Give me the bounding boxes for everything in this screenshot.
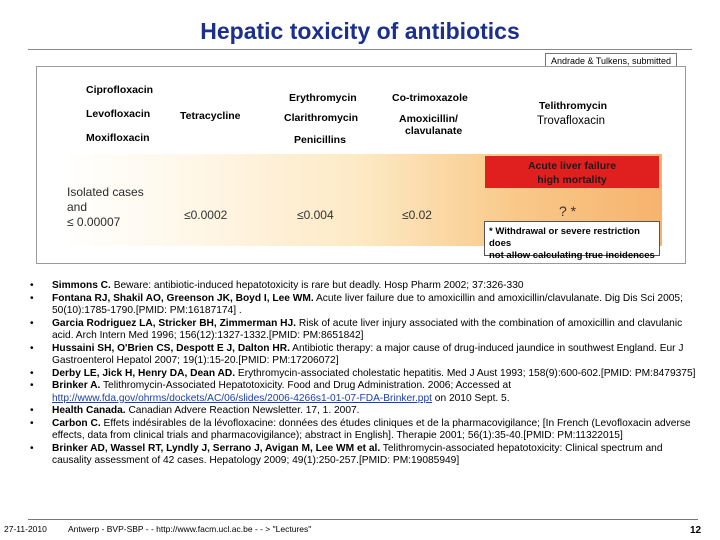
reference-item [28,343,696,368]
reference-item [28,280,696,293]
drug-moxifloxacin: Moxifloxacin [86,132,150,144]
reference-authors: Brinker AD, Wassel RT, Lyndly J, Serrano J, Avigan M, Lee WM et al. [52,442,381,454]
footer-date: 27-11-2010 [4,524,47,534]
reference-item [28,443,696,468]
reference-item [28,368,696,381]
reference-text: Canadian Advere Reaction Newsletter. 17, 1. 2007. [125,405,360,416]
footer-divider [28,519,698,520]
drug-erythromycin: Erythromycin [289,92,357,104]
frequency-0-0002: ≤0.0002 [184,208,228,222]
reference-authors: Fontana RJ, Shakil AO, Greenson JK, Boyd I, Lee WM. [52,292,314,304]
reference-item [28,293,696,318]
reference-item [28,318,696,343]
reference-authors: Brinker A. [52,380,101,391]
withdrawal-note-box [484,221,660,261]
reference-authors: Health Canada. [52,405,126,416]
reference-item [28,380,696,405]
frequency-0-02: ≤0.02 [402,208,432,222]
drug-telithromycin: Telithromycin [539,100,608,112]
drug-levofloxacin: Levofloxacin [86,108,151,120]
frequency-0-004: ≤0.004 [297,208,334,222]
reference-text: Telithromycin-associated hepatotoxicity: Clinical spectrum and causality assessment of 42 cases. Hepatology 2009; 49(1):250-257.[PMID: PM:19085949] [52,442,663,466]
reference-text: Acute liver failure due to amoxicillin and amoxicillin/clavulanate. Dig Dis Sci 2005; 50(10):1785-1790.[PMID: PM:16187174] . [52,292,683,316]
fda-brinker-link[interactable]: http://www.fda.gov/ohrms/dockets/AC/06/slides/2006-4266s1-01-07-FDA-Brinker.ppt [52,392,432,404]
reference-text: Erythromycin-associated cholestatic hepatitis. Med J Aust 1993; 158(9):600-602.[PMID: PM:8479375] [235,367,696,379]
reference-authors: Carbon C. [52,417,101,429]
reference-item [28,418,696,443]
isolated-cases-line2: and [67,200,88,214]
footer-source: Antwerp - BVP-SBP - - http://www.facm.ucl.ac.be - - > "Lectures" [68,524,312,534]
drug-trovafloxacin: Trovafloxacin [537,115,605,127]
isolated-cases-label [67,185,144,230]
withdrawal-note-line2: not allow calculating true incidences [489,250,655,261]
hepatotoxicity-diagram [36,66,686,264]
reference-text-after: on 2010 Sept. 5. [431,392,510,404]
withdrawal-note-line1: * Withdrawal or severe restriction does [489,226,640,249]
reference-item [28,405,696,418]
drug-amoxicillin-clavulanate-line1: Amoxicillin/ [399,113,458,125]
title-divider [28,49,692,50]
drug-penicillins: Penicillins [294,134,346,146]
reference-authors: Simmons C. [52,280,111,291]
alf-line1: Acute liver failure [527,160,617,172]
reference-text: Beware: antibiotic-induced hepatotoxicity is rare but deadly. Hosp Pharm 2002; 37:326-330 [110,280,524,291]
reference-text: Telithromycin-Associated Hepatotoxicity. Food and Drug Administration. 2006; Accessed at [100,380,512,391]
reference-text: Antibiotic therapy: a major cause of drug-induced jaundice in southwest England. Eur J Gastroenterol Hepatol 2007; 19(1):15-20.[PMID: PM:17206072] [52,342,684,366]
reference-authors: Garcia Rodriguez LA, Stricker BH, Zimmerman HJ. [52,317,297,329]
citation-box: Andrade & Tulkens, submitted [545,53,677,69]
reference-authors: Derby LE, Jick H, Henry DA, Dean AD. [52,367,236,379]
isolated-cases-line1: Isolated cases [67,185,144,199]
reference-list [28,280,696,468]
drug-ciprofloxacin: Ciprofloxacin [86,84,154,96]
slide-title: Hepatic toxicity of antibiotics [200,18,520,44]
isolated-cases-line3: ≤ 0.00007 [67,215,121,229]
drug-tetracycline: Tetracycline [180,110,241,122]
reference-text: Effets indésirables de la lévofloxacine: données des études cliniques et de la pharmacovigilance; [In French (Levofloxacin adverse effects, data from clinical trials and pharmacovigilance); abstract in English]. Therapie 2001; 56(1):35-40.[PMID: PM:11322015] [52,417,691,441]
reference-text: Risk of acute liver injury associated with the combination of amoxicillin and clavulanic acid. Arch Intern Med 1996; 156(12):1327-1332.[PMID: PM:8651842] [52,317,683,341]
alf-line2: high mortality [537,174,607,186]
drug-clarithromycin: Clarithromycin [284,112,359,124]
reference-authors: Hussaini SH, O'Brien CS, Despott E J, Dalton HR. [52,342,290,354]
unknown-frequency-marker: ? * [559,203,577,219]
page-number: 12 [690,525,702,536]
acute-liver-failure-box [485,156,659,188]
drug-cotrimoxazole: Co-trimoxazole [392,92,468,104]
drug-amoxicillin-clavulanate-line2: clavulanate [405,125,463,137]
